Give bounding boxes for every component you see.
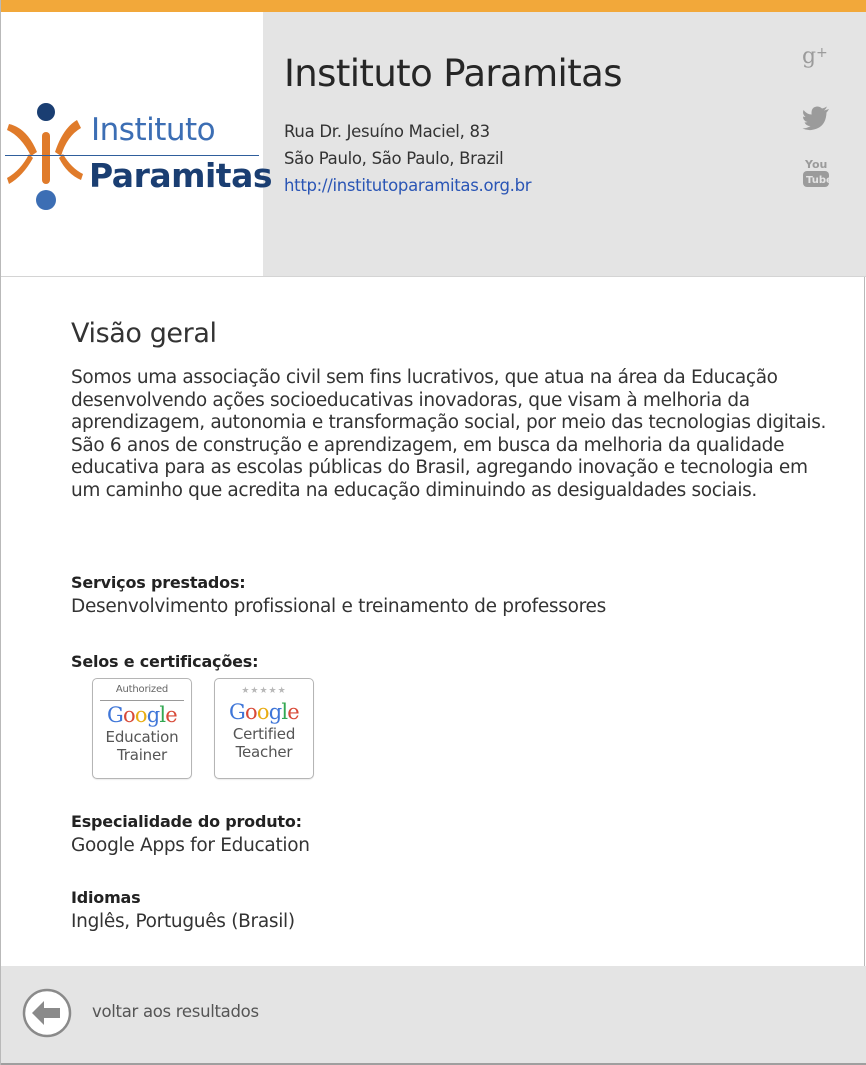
languages-label: Idiomas <box>71 888 141 907</box>
google-plus-icon[interactable] <box>800 42 832 74</box>
back-to-results-link[interactable]: voltar aos resultados <box>92 1002 259 1021</box>
badge-stars: ★★★★★ <box>241 686 287 696</box>
google-wordmark: Google <box>107 703 177 727</box>
google-certified-teacher-badge[interactable] <box>214 678 314 779</box>
logo-text-line1: Instituto <box>91 112 216 148</box>
svg-text:You: You <box>805 158 828 171</box>
svg-text:+: + <box>816 45 828 61</box>
services-label: Serviços prestados: <box>71 573 246 592</box>
arrow-left-circle-icon[interactable] <box>22 988 72 1038</box>
youtube-icon[interactable] <box>800 156 832 188</box>
google-education-trainer-badge[interactable] <box>92 678 192 779</box>
svg-text:g: g <box>802 44 817 69</box>
svg-text:Tube: Tube <box>806 175 833 186</box>
badge-divider <box>100 700 184 701</box>
website-link[interactable]: http://institutoparamitas.org.br <box>284 176 532 195</box>
specialty-label: Especialidade do produto: <box>71 812 302 831</box>
specialty-value: Google Apps for Education <box>71 835 310 856</box>
logo-text-line2: Paramitas <box>89 156 272 195</box>
services-field <box>71 573 606 617</box>
top-accent-bar <box>1 0 866 12</box>
overview-section <box>71 318 831 502</box>
badge-line1: Certified <box>232 725 296 743</box>
certification-badges <box>92 678 314 779</box>
overview-title: Visão geral <box>71 318 217 349</box>
badges-label: Selos e certificações: <box>71 652 259 671</box>
badge-line2: Teacher <box>235 743 293 761</box>
services-value: Desenvolvimento profissional e treinamento de professores <box>71 596 606 617</box>
profile-header <box>1 12 866 277</box>
organization-name: Instituto Paramitas <box>284 52 622 95</box>
badge-authorized-text: Authorized <box>115 684 169 695</box>
overview-text: Somos uma associação civil sem fins lucrativos, que atua na área da Educação desenvolvendo ações socioeducativas inovadoras, que visam à melhoria da aprendizagem, autonomia e transformação social, por meio das tecnologias digitais. São 6 anos de construção e aprendizagem, em busca da melhoria da qualidade educativa para as escolas públicas do Brasil, agregando inovação e tecnologia em um caminho que acredita na educação diminuindo as desigualdades sociais. <box>71 367 827 501</box>
badge-line1: Education <box>105 728 179 746</box>
languages-value: Inglês, Português (Brasil) <box>71 911 295 932</box>
logo-figure-icon <box>5 88 89 216</box>
badge-line2: Trainer <box>117 746 167 764</box>
google-wordmark: Google <box>229 700 299 724</box>
address-city: São Paulo, São Paulo, Brazil <box>284 149 504 168</box>
specialty-field <box>71 812 310 856</box>
twitter-icon[interactable] <box>800 102 832 134</box>
languages-field <box>71 888 295 932</box>
address-street: Rua Dr. Jesuíno Maciel, 83 <box>284 122 490 141</box>
organization-logo <box>1 12 272 276</box>
badges-field <box>71 652 258 671</box>
profile-footer <box>1 966 866 1065</box>
